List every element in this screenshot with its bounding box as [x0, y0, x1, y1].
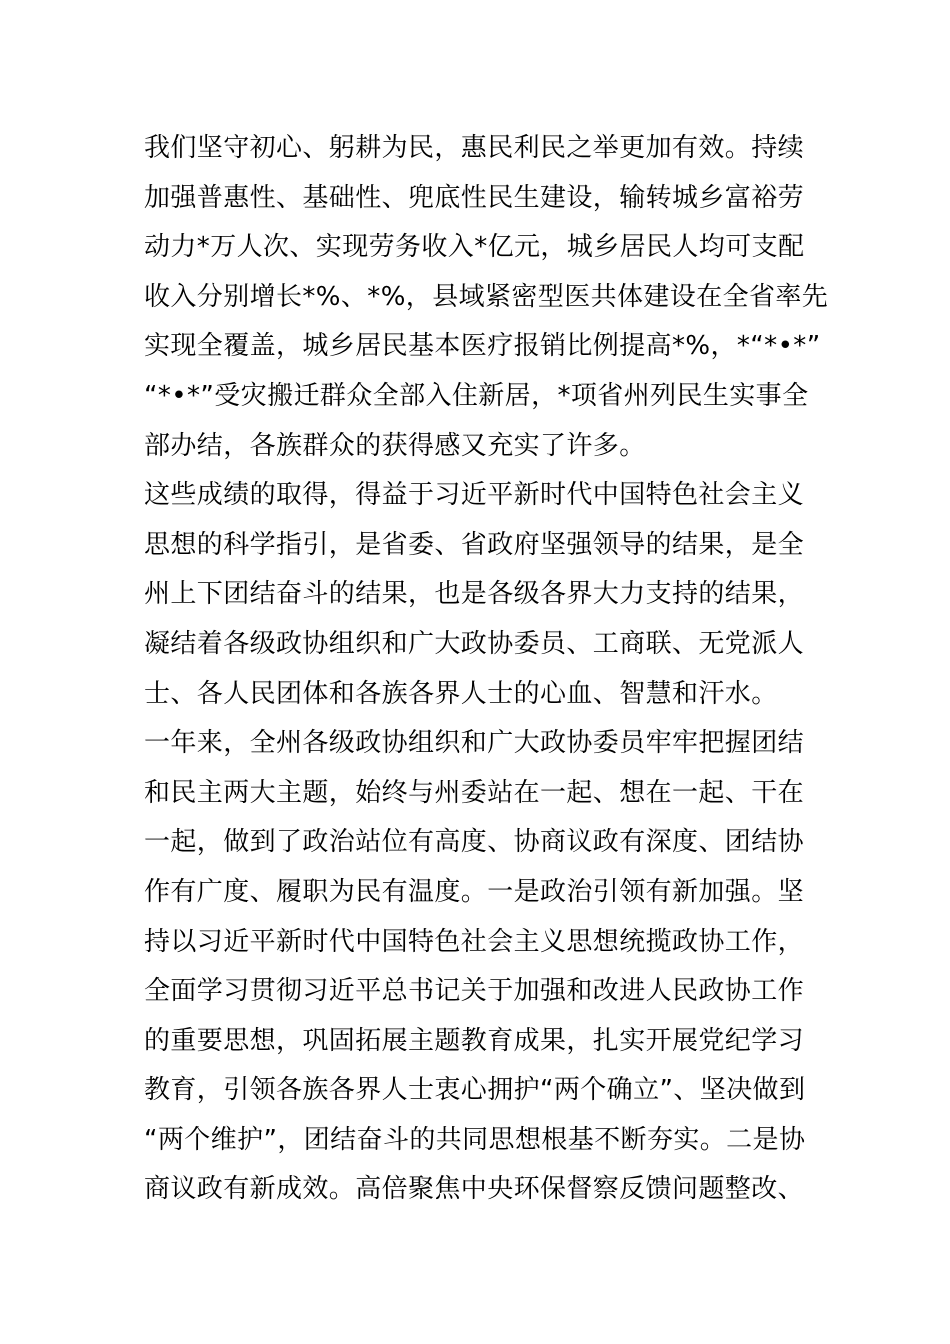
text-line: 一起，做到了政治站位有高度、协商议政有深度、团结协: [144, 827, 805, 858]
text-line: 一年来，全州各级政协组织和广大政协委员牢牢把握团结: [144, 728, 805, 759]
text-line: 实现全覆盖，城乡居民基本医疗报销比例提高*%，*“*•*”: [144, 331, 821, 362]
text-line: 士、各人民团体和各族各界人士的心血、智慧和汗水。: [144, 678, 778, 709]
text-line: “*•*”受灾搬迁群众全部入住新居，*项省州列民生实事全: [144, 380, 809, 411]
text-line: “两个维护”，团结奋斗的共同思想根基不断夯实。二是协: [144, 1124, 806, 1155]
text-line: 动力*万人次、实现劳务收入*亿元，城乡居民人均可支配: [144, 232, 805, 263]
text-line: 思想的科学指引，是省委、省政府坚强领导的结果，是全: [144, 529, 805, 560]
text-line: 全面学习贯彻习近平总书记关于加强和改进人民政协工作: [144, 976, 805, 1007]
text-line: 收入分别增长*%、*%，县域紧密型医共体建设在全省率先: [144, 281, 829, 312]
text-line: 这些成绩的取得，得益于习近平新时代中国特色社会主义: [144, 480, 805, 511]
text-line: 教育，引领各族各界人士衷心拥护“两个确立”、坚决做到: [144, 1075, 806, 1106]
text-line: 和民主两大主题，始终与州委站在一起、想在一起、干在: [144, 777, 805, 808]
text-line: 凝结着各级政协组织和广大政协委员、工商联、无党派人: [144, 628, 805, 659]
text-line: 我们坚守初心、躬耕为民，惠民利民之举更加有效。持续: [144, 133, 805, 163]
text-line: 州上下团结奋斗的结果，也是各级各界大力支持的结果，: [144, 579, 805, 610]
text-line: 持以习近平新时代中国特色社会主义思想统揽政协工作，: [144, 926, 805, 957]
text-line: 的重要思想，巩固拓展主题教育成果，扎实开展党纪学习: [144, 1025, 805, 1056]
text-line: 作有广度、履职为民有温度。一是政治引领有新加强。坚: [144, 876, 805, 907]
body-text: [144, 124, 829, 1215]
text-line: 部办结，各族群众的获得感又充实了许多。: [144, 430, 646, 461]
text-line: 加强普惠性、基础性、兜底性民生建设，输转城乡富裕劳: [144, 182, 805, 213]
text-line: 商议政有新成效。高倍聚焦中央环保督察反馈问题整改、: [144, 1174, 805, 1205]
